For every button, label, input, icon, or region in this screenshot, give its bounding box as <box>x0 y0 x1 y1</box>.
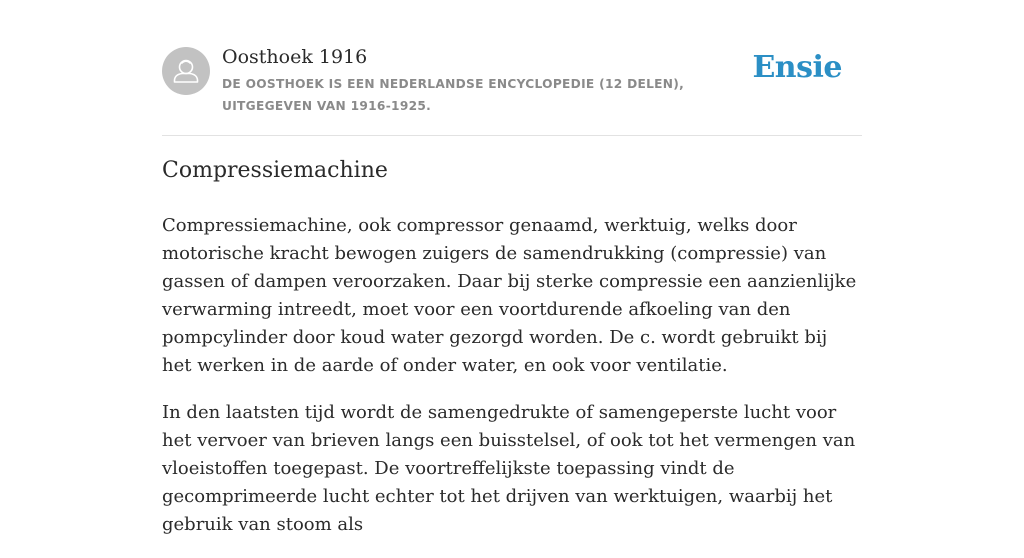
ensie-logo[interactable]: Ensie <box>752 50 842 85</box>
source-description: DE OOSTHOEK IS EEN NEDERLANDSE ENCYCLOPEDIE (12 DELEN), UITGEGEVEN VAN 1916-1925. <box>222 77 685 113</box>
article-paragraph: In den laatsten tijd wordt de samengedrukte of samengeperste lucht voor het vervoer van brieven langs een buisstelsel, of ook tot het vermengen van vloeistoffen toegepast. De voortreffelijkste toepassing vindt de gecomprimeerde lucht echter tot het drijven van werktuigen, waarbij het gebruik van stoom als <box>162 402 856 535</box>
source-title[interactable]: Oosthoek 1916 <box>222 46 368 68</box>
article-body <box>162 212 862 558</box>
user-icon <box>162 47 210 95</box>
source-header <box>162 44 862 136</box>
article-title: Compressiemachine <box>162 158 388 183</box>
article-paragraph: Compressiemachine, ook compressor genaamd, werktuig, welks door motorische kracht bewogen zuigers de samendrukking (compressie) van gassen of dampen veroorzaken. Daar bij sterke compressie een aanzienlijke verwarming intreedt, moet voor een voortdurende afkoeling van den pompcylinder door koud water gezorgd worden. De c. wordt gebruikt bij het werken in de aarde of onder water, en ook voor ventilatie. <box>162 215 857 376</box>
avatar[interactable] <box>162 47 210 95</box>
